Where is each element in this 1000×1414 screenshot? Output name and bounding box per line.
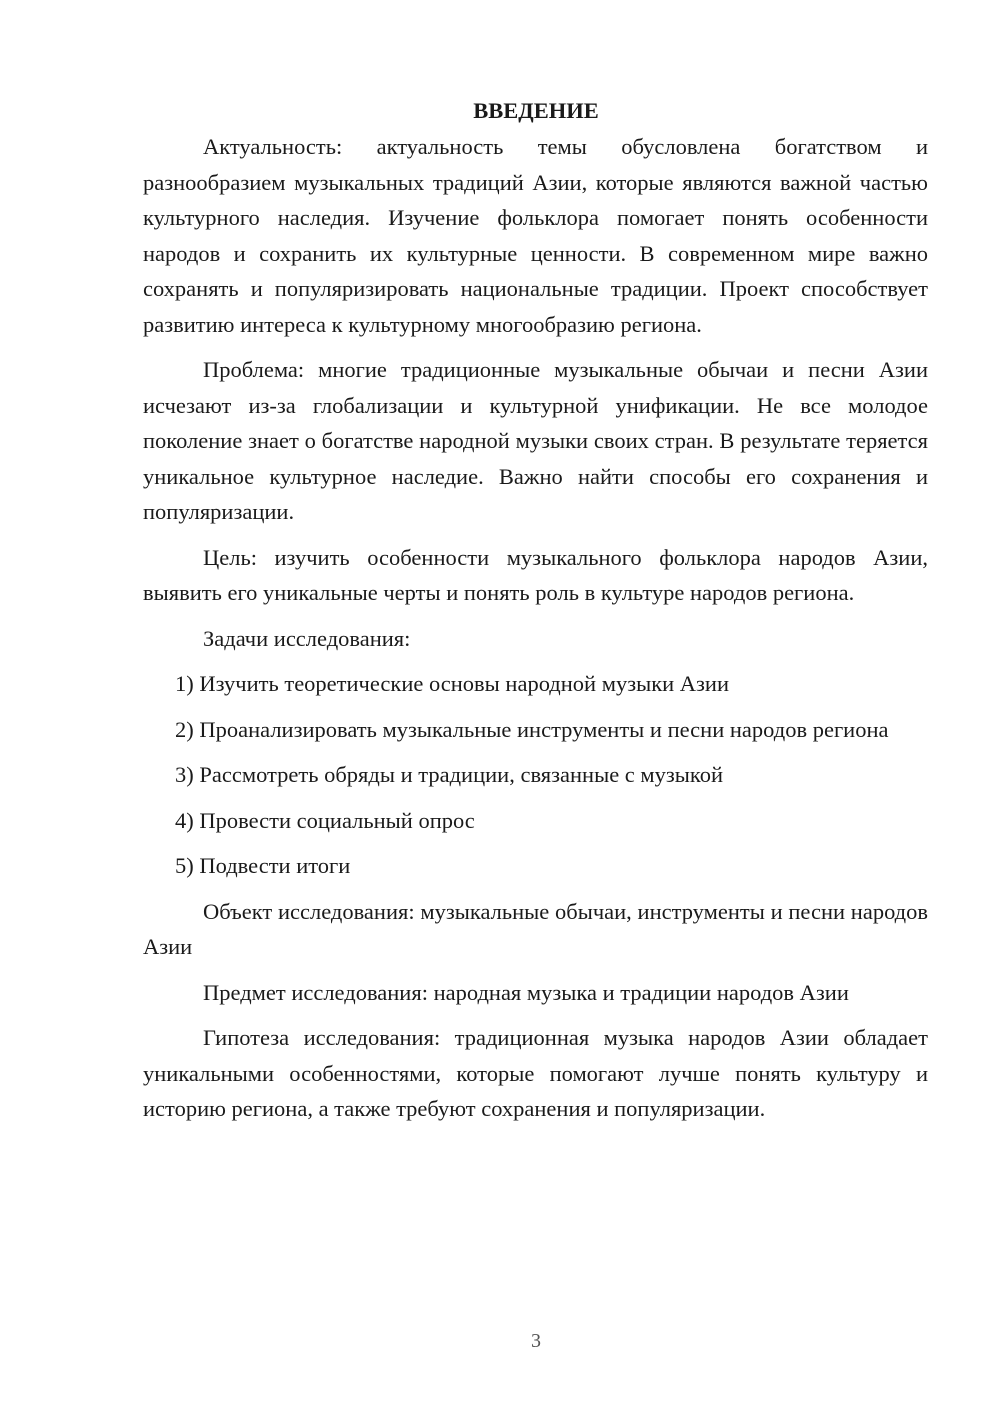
- task-item: 2) Проанализировать музыкальные инструменты и песни народов региона: [175, 716, 889, 742]
- task-item: 4) Провести социальный опрос: [175, 807, 475, 833]
- task-item: 1) Изучить теоретические основы народной музыки Азии: [175, 671, 730, 696]
- relevance-paragraph: Актуальность: актуальность темы обусловлена богатством и разнообразием музыкальных традиций Азии, которые являются важной частью культурного наследия. Изучение фольклора помогает понять особенности народов и сохранить их культурные ценности. В современном мире важно сохранять и популяризировать национальные традиции. Проект способствует развитию интереса к культурному многообразию региона.: [143, 134, 928, 337]
- task-item: 3) Рассмотреть обряды и традиции, связанные с музыкой: [175, 762, 723, 787]
- problem-paragraph: Проблема: многие традиционные музыкальные обычаи и песни Азии исчезают из-за глобализации и культурной унификации. Не все молодое поколение знает о богатстве народной музыки своих стран. В результате теряется уникальное культурное наследие. Важно найти способы его сохранения и популяризации.: [143, 357, 928, 524]
- goal-paragraph: Цель: изучить особенности музыкального фольклора народов Азии, выявить его уникальные черты и понять роль в культуре народов региона.: [143, 544, 928, 605]
- task-item: 5) Подвести итоги: [175, 853, 351, 878]
- object-paragraph: Объект исследования: музыкальные обычаи, инструменты и песни народов Азии: [143, 898, 928, 959]
- document-page: [143, 93, 928, 1137]
- subject-paragraph: Предмет исследования: народная музыка и традиции народов Азии: [203, 979, 849, 1005]
- page-number: 3: [531, 1330, 541, 1352]
- hypothesis-paragraph: Гипотеза исследования: традиционная музыка народов Азии обладает уникальными особенностями, которые помогают лучше понять культуру и историю региона, а также требуют сохранения и популяризации.: [143, 1025, 928, 1121]
- document-title: ВВЕДЕНИЕ: [473, 98, 599, 123]
- tasks-heading: Задачи исследования:: [203, 625, 411, 651]
